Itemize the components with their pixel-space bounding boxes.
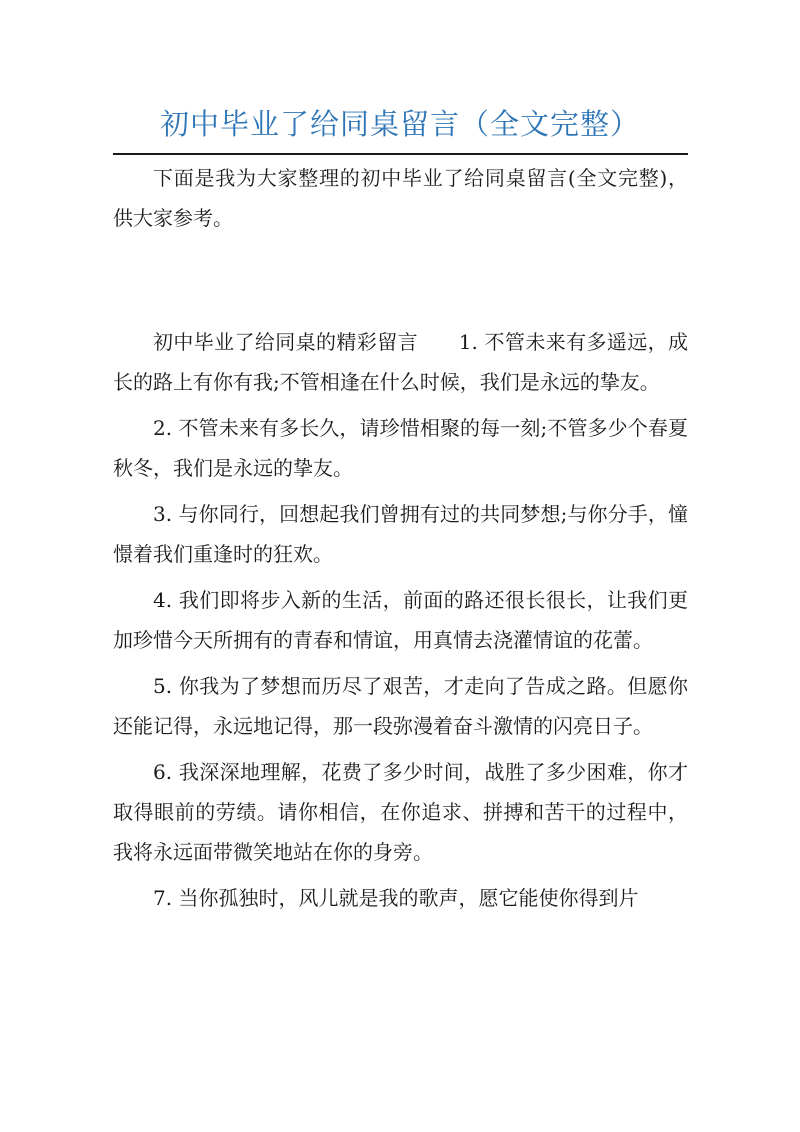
message-paragraph-5: 5. 你我为了梦想而历尽了艰苦，才走向了告成之路。但愿你还能记得，永远地记得，那一段弥漫着奋斗激情的闪亮日子。 <box>113 674 688 738</box>
message-paragraph-4: 4. 我们即将步入新的生活，前面的路还很长很长，让我们更加珍惜今天所拥有的青春和情谊，用真情去浇灌情谊的花蕾。 <box>113 588 688 652</box>
intro-block <box>113 158 688 238</box>
message-paragraph-1: 初中毕业了给同桌的精彩留言 1. 不管未来有多遥远，成长的路上有你有我;不管相逢在什么时候，我们是永远的挚友。 <box>113 330 688 394</box>
title-divider <box>113 153 688 155</box>
message-paragraph-2: 2. 不管未来有多长久，请珍惜相聚的每一刻;不管多少个春夏秋冬，我们是永远的挚友。 <box>113 416 688 480</box>
message-list <box>113 322 688 918</box>
message-paragraph-7: 7. 当你孤独时，风儿就是我的歌声，愿它能使你得到片 <box>153 886 639 910</box>
message-paragraph-6: 6. 我深深地理解，花费了多少时间，战胜了多少困难，你才取得眼前的劳绩。请你相信，在你追求、拼搏和苦干的过程中，我将永远面带微笑地站在你的身旁。 <box>113 760 688 864</box>
message-paragraph-3: 3. 与你同行，回想起我们曾拥有过的共同梦想;与你分手，憧憬着我们重逢时的狂欢。 <box>113 502 688 566</box>
intro-paragraph: 下面是我为大家整理的初中毕业了给同桌留言(全文完整)，供大家参考。 <box>113 166 688 230</box>
document-title: 初中毕业了给同桌留言（全文完整） <box>159 107 640 141</box>
